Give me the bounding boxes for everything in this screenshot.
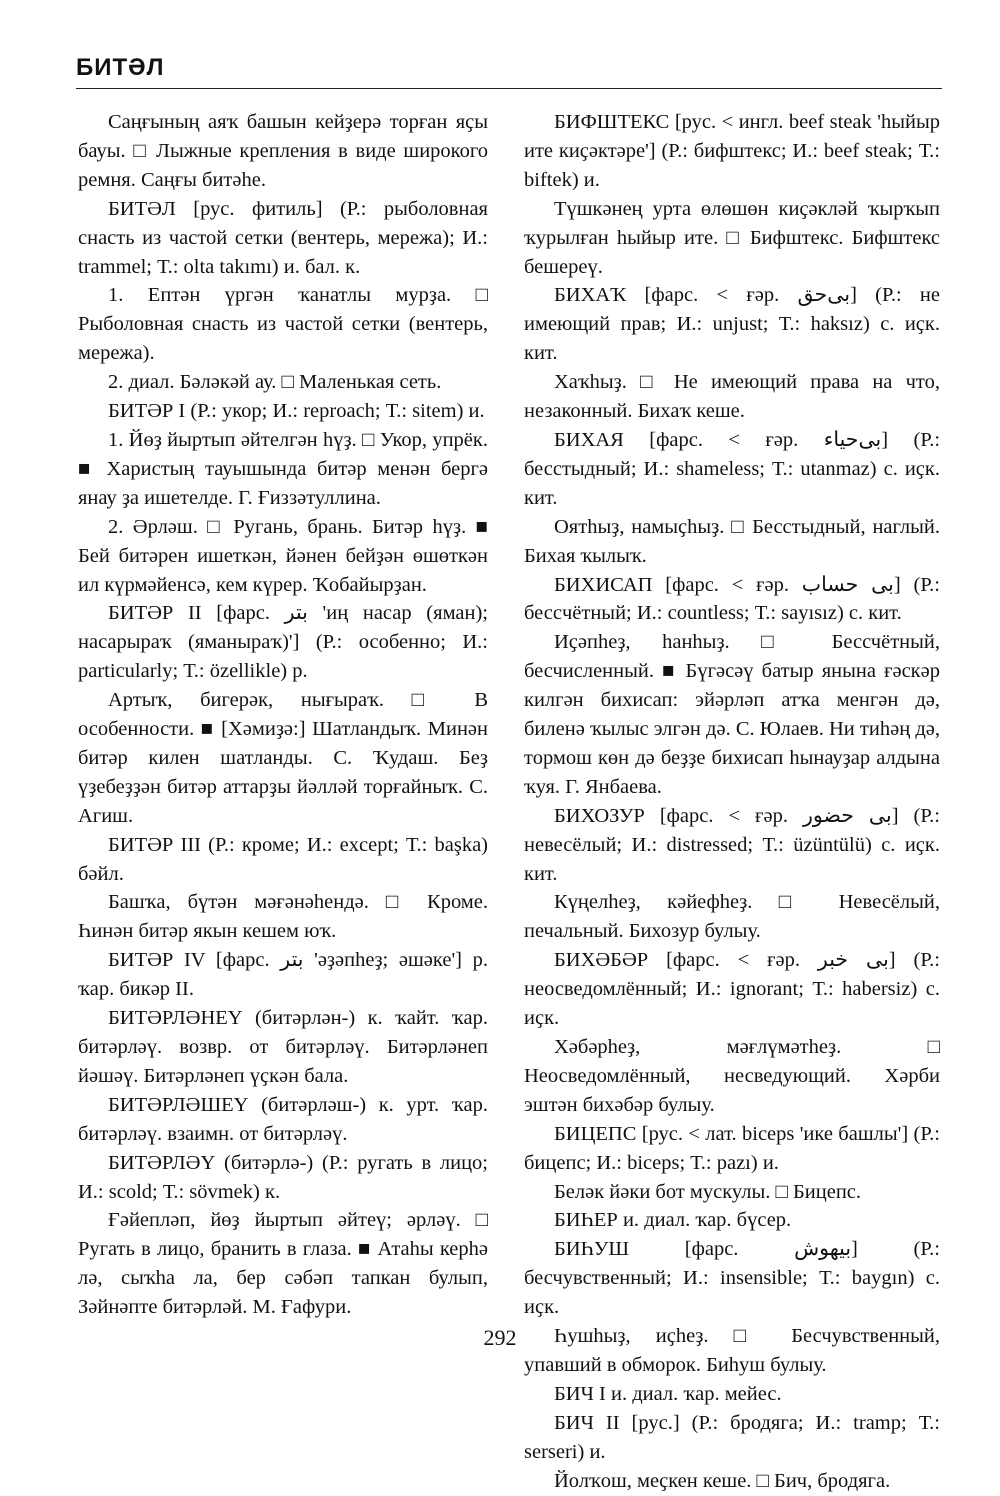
entry-paragraph: Башҡа, бүтән мәғәнәһендә. □ Кроме. Һинән битәр якын кешем юҡ.	[78, 891, 488, 943]
page-number: 292	[483, 1325, 517, 1350]
entry-paragraph: БИТӘР II [фарс. بتر 'иң насар (яман); насарыраҡ (яманыраҡ)'] (Р.: особенно; И.: particularly; Т.: özellikle) р.	[78, 602, 488, 683]
entry-paragraph: БИХАЯ [фарс. < ғәр. بی‌حیاء] (Р.: бесстыдный; И.: shameless; Т.: utanmaz) с. иҫк. кит.	[524, 428, 941, 509]
entry-paragraph: БИХОЗУР [фарс. < ғәр. بی حضور] (Р.: невесёлый; И.: distressed; Т.: üzüntülü) с. иҫк. кит.	[524, 804, 940, 885]
entry-paragraph: БИХӘБӘР [фарс. < ғәр. بی خبر] (Р.: неосведомлённый; И.: ignorant; Т.: habersiz) с. иҫк.	[524, 949, 940, 1030]
header-rule	[76, 88, 942, 89]
entry-paragraph: Иҫәпһеҙ, һанһыҙ. □ Бессчётный, бесчисленный. ■ Бүгәсәү батыр янына ғәскәр килгән бихисап: эйәрләп атҡа менгән дә, биленә ҡылыс элгән дә. С. Юлаев. Ни тиһәң дә, тормош көн дә беҙҙе бихисап һынауҙар алдына ҡуя. Г. Янбаева.	[524, 631, 940, 798]
entry-paragraph: БИХАҠ [фарс. < ғәр. بی‌حق] (Р.: не имеющий прав; И.: unjust; Т.: haksız) с. иҫк. кит.	[524, 284, 940, 365]
entry-paragraph: 2. диал. Бәләкәй ау. □ Маленькая сеть.	[108, 371, 442, 394]
entry-paragraph: БИТӘР I (Р.: укор; И.: reproach; Т.: sitem) и.	[108, 400, 485, 423]
entry-paragraph: Ғәйепләп, йөҙ йыртып әйтеү; әрләү. □ Ругать в лицо, бранить в глаза. ■ Атаһы керһә лә, сыҡһа ла, бер сәбәп тапкан булып, Зәйнәпте битәрләй. М. Ғафури.	[78, 1209, 488, 1319]
entry-paragraph: БИТӘЛ [рус. фитиль] (Р.: рыболовная снасть из частой сетки (вентерь, мережа); И.: trammel; Т.: olta takımı) и. бал. к.	[78, 197, 488, 278]
entry-paragraph: Беләк йәки бот мускулы. □ Бицепс.	[554, 1180, 862, 1203]
entry-paragraph: БИЦЕПС [рус. < лат. biceps 'ике башлы'] (Р.: бицепс; И.: biceps; Т.: pazı) и.	[524, 1122, 940, 1174]
entry-paragraph: Күңелһеҙ, кәйефһеҙ. □ Невесёлый, печальный. Бихозур булыу.	[524, 891, 940, 943]
entry-paragraph: Оятһыҙ, намыҫһыҙ. □ Бесстыдный, наглый. Бихая ҡылыҡ.	[524, 515, 940, 567]
entry-paragraph: 1. Ептән үргән ҡанатлы мурҙа. □ Рыболовная снасть из частой сетки (вентерь, мережа).	[78, 284, 488, 365]
entry-paragraph: БИҺУШ [фарс. بیهوش] (Р.: бесчувственный; И.: insensible; Т.: baygın) с. иҫк.	[524, 1238, 941, 1319]
running-head: БИТӘЛ	[76, 54, 165, 81]
left-column	[78, 108, 488, 1322]
entry-paragraph: 1. Йөҙ йыртып әйтелгән һүҙ. □ Укор, упрёк. ■ Харистың тауышында битәр менән бергә янау ҙа ишетелде. Г. Ғиззәтуллина.	[78, 428, 488, 509]
entry-paragraph: БИХИСАП [фарс. < ғәр. بی حساب] (Р.: бесcчётный; И.: countless; Т.: sayısız) с. кит.	[524, 573, 941, 625]
right-column	[524, 108, 940, 1496]
entry-paragraph: Йолҡош, меҫкен кеше. □ Бич, бродяга.	[554, 1469, 891, 1492]
entry-paragraph: БИТӘР III (Р.: кроме; И.: except; Т.: başka) бәйл.	[78, 833, 488, 885]
entry-paragraph: БИҺЕР и. диал. ҡар. бүсер.	[554, 1209, 792, 1232]
entry-paragraph: Хаҡһыҙ. □ Не имеющий права на что, незаконный. Бихаҡ кеше.	[524, 371, 940, 423]
entry-paragraph: БИТӘРЛӘНЕҮ (битәрлән-) к. ҡайт. ҡар. битәрләү. возвр. от битәрләү. Битәрләнеп йәшәү. Битәрләнеп үҫкән бала.	[78, 1007, 488, 1087]
entry-paragraph: Саңғының аяҡ башын кейҙерә торған яҫы бауы. □ Лыжные крепления в виде широкого ремня. Саңғы битәһе.	[78, 111, 488, 191]
entry-paragraph: Һушһыҙ, иҫһеҙ. □ Бесчувственный, упавший в обморок. Биһуш булыу.	[524, 1325, 940, 1376]
entry-paragraph: БИЧ I и. диал. ҡар. мейес.	[554, 1382, 782, 1405]
entry-paragraph: 2. Әрләш. □ Ругань, брань. Битәр һүҙ. ■ Бей битәрен ишеткән, йәнен бейҙән өшөткән ил күрмәйенсә, кем күрер. Ҡобайырҙан.	[78, 515, 488, 596]
entry-paragraph: Хәбәрһеҙ, мәғлүмәтһеҙ. □ Неосведомлённый, несведующий. Хәрби эштән бихәбәр булыу.	[524, 1036, 940, 1116]
entry-paragraph: Түшкәнең урта өлөшөн киҫәкләй ҡырҡып ҡурылған һыйыр ите. □ Бифштекс. Бифштекс бешереү.	[524, 197, 940, 278]
entry-paragraph: БИТӘР IV [фарс. بتر 'әҙәпһеҙ; әшәке'] р. ҡар. бикәр II.	[78, 949, 489, 1001]
entry-paragraph: БИФШТЕКС [рус. < ингл. beef steak 'һыйыр ите киҫәктәре'] (Р.: бифштекс; И.: beef steak; Т.: biftek) и.	[524, 111, 940, 191]
entry-paragraph: БИЧ II [рус.] (Р.: бродяга; И.: tramp; Т.: serseri) и.	[524, 1411, 940, 1463]
entry-paragraph: БИТӘРЛӘШЕҮ (битәрләш-) к. урт. ҡар. битәрләү. взаимн. от битәрләү.	[78, 1093, 488, 1145]
entry-paragraph: БИТӘРЛӘҮ (битәрлә-) (Р.: ругать в лицо; И.: scold; Т.: sövmek) к.	[78, 1151, 488, 1203]
entry-paragraph: Артыҡ, бигерәк, нығыраҡ. □ В особенности. ■ [Хәмиҙә:] Шатландыҡ. Минән битәр килен шатланды. С. Ҡудаш. Беҙ үҙебеҙҙән битәр аттарҙы йәлләй торғайныҡ. С. Агиш.	[78, 689, 488, 827]
